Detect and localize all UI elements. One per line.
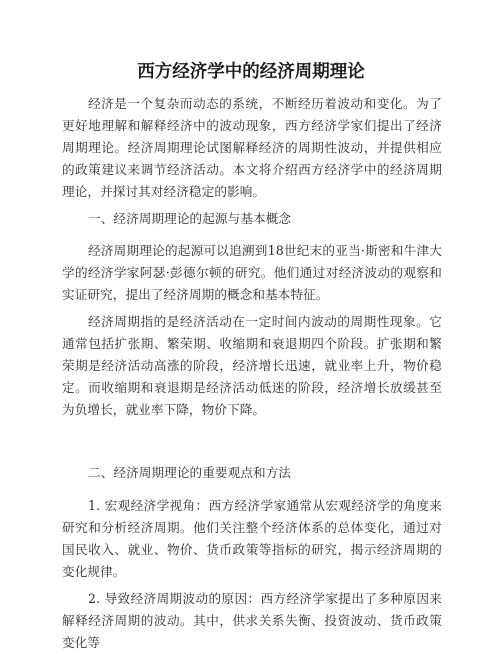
paragraph-definition: 经济周期指的是经济活动在一定时间内波动的周期性现象。它通常包括扩张期、繁荣期、收缩期和衰退期四个阶段。扩张期和繁荣期是经济活动高涨的阶段，经济增长迅速，就业率上升，物价稳定。而收缩期和衰退期是经济活动低迷的阶段，经济增长放缓甚至为负增长，就业率下降，物价下降。: [62, 314, 442, 417]
intro-paragraph: 经济是一个复杂而动态的系统，不断经历着波动和变化。为了更好地理解和解释经济中的波动现象，西方经济学家们提出了经济周期理论。经济周期理论试图解释经济的周期性波动，并提供相应的政策建议来调节经济活动。本文将介绍西方经济学中的经济周期理论，并探讨其对经济稳定的影响。: [62, 96, 442, 199]
paragraph-macro-perspective: 1. 宏观经济学视角：西方经济学家通常从宏观经济学的角度来研究和分析经济周期。他们关注整个经济体系的总体变化，通过对国民收入、就业、物价、货币政策等指标的研究，揭示经济周期的变化规律。: [62, 498, 442, 579]
paragraph-origin: 经济周期理论的起源可以追溯到18世纪末的亚当·斯密和牛津大学的经济学家阿瑟·彭德尔顿的研究。他们通过对经济波动的观察和实证研究，提出了经济周期的概念和基本特征。: [62, 243, 442, 302]
document-title: 西方经济学中的经济周期理论: [137, 62, 365, 82]
section-heading-2: 二、经济周期理论的重要观点和方法: [88, 465, 292, 480]
section-heading-1: 一、经济周期理论的起源与基本概念: [88, 211, 292, 226]
paragraph-causes: 2. 导致经济周期波动的原因：西方经济学家提出了多种原因来解释经济周期的波动。其中，供求关系失衡、投资波动、货币政策变化等: [62, 591, 442, 650]
